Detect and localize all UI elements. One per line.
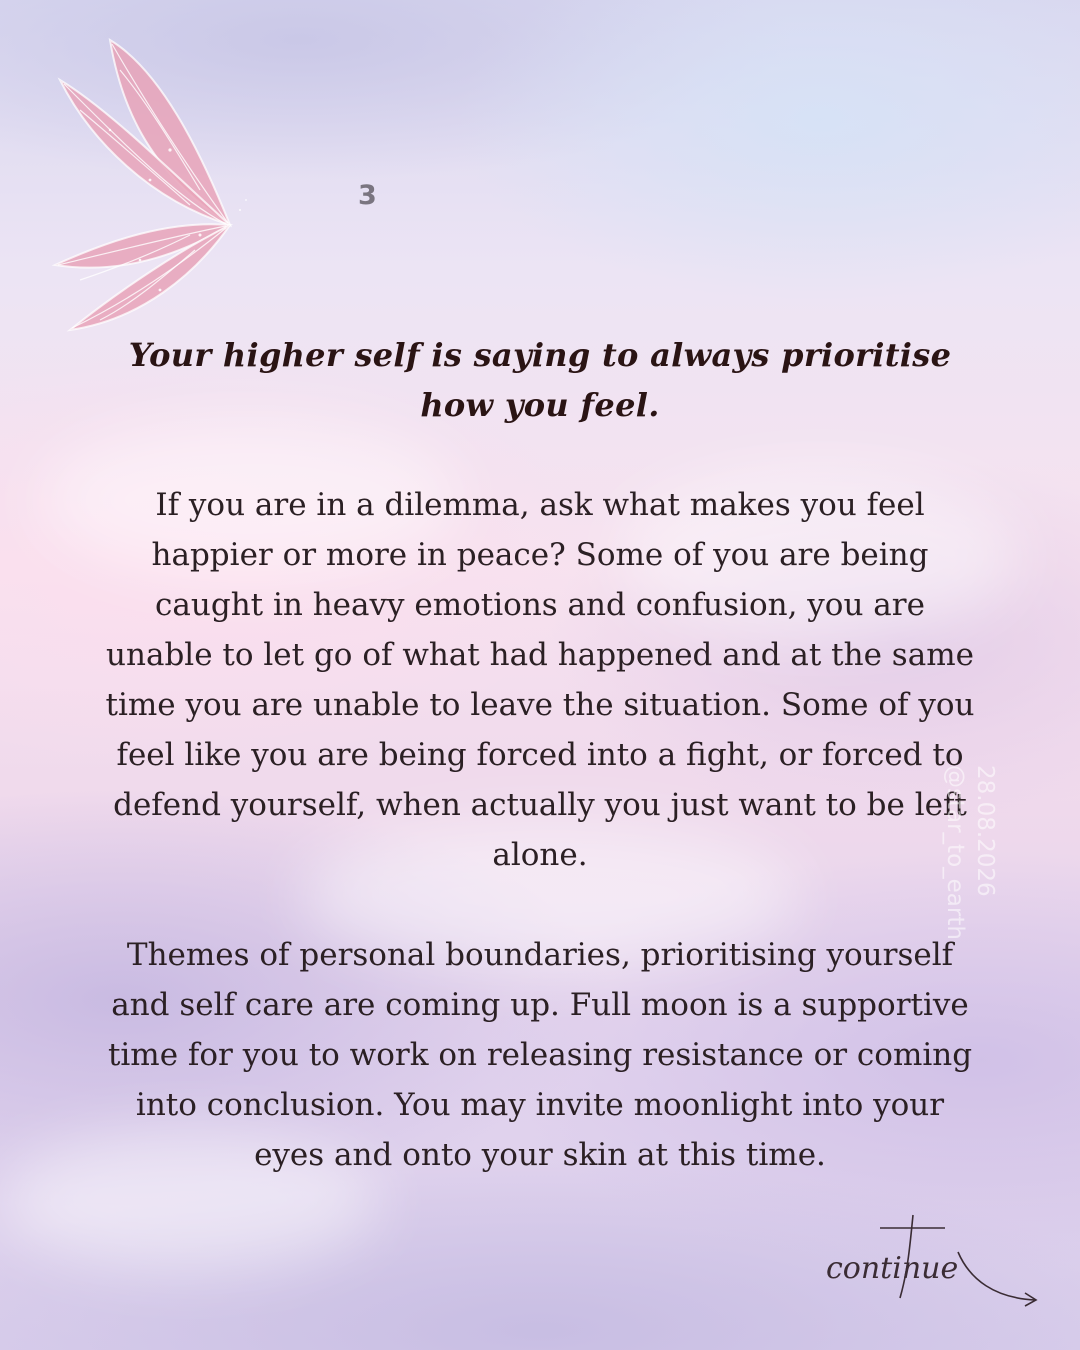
paragraph: Themes of personal boundaries, prioritising yourself and self care are coming up. Full moon is a supportive time for you to work on releasing resistance or coming into conclusion. You may invite moonlight into your eyes and onto your skin at this time. (107, 937, 973, 1173)
paragraph: If you are in a dilemma, ask what makes you feel happier or more in peace? Some of you are being caught in heavy emotions and confusion, you are unable to let go of what had happened and at the same time you are unable to leave the situation. Some of you feel like you are being forced into a fight, or forced to defend yourself, when actually you just want to be left alone. (105, 487, 975, 873)
continue-label: continue (826, 1251, 959, 1286)
watermark (940, 765, 1000, 940)
fairy-wing-icon (50, 30, 250, 340)
watermark-handle: @star_to_earth (942, 765, 968, 940)
arrow-right-icon (958, 1252, 1036, 1306)
page-number: 3 (358, 180, 377, 211)
body-text (100, 330, 980, 1180)
continue-button[interactable] (820, 1210, 1050, 1310)
headline: Your higher self is saying to always prioritise how you feel. (128, 336, 952, 424)
watermark-date: 28.08.2026 (972, 765, 998, 897)
